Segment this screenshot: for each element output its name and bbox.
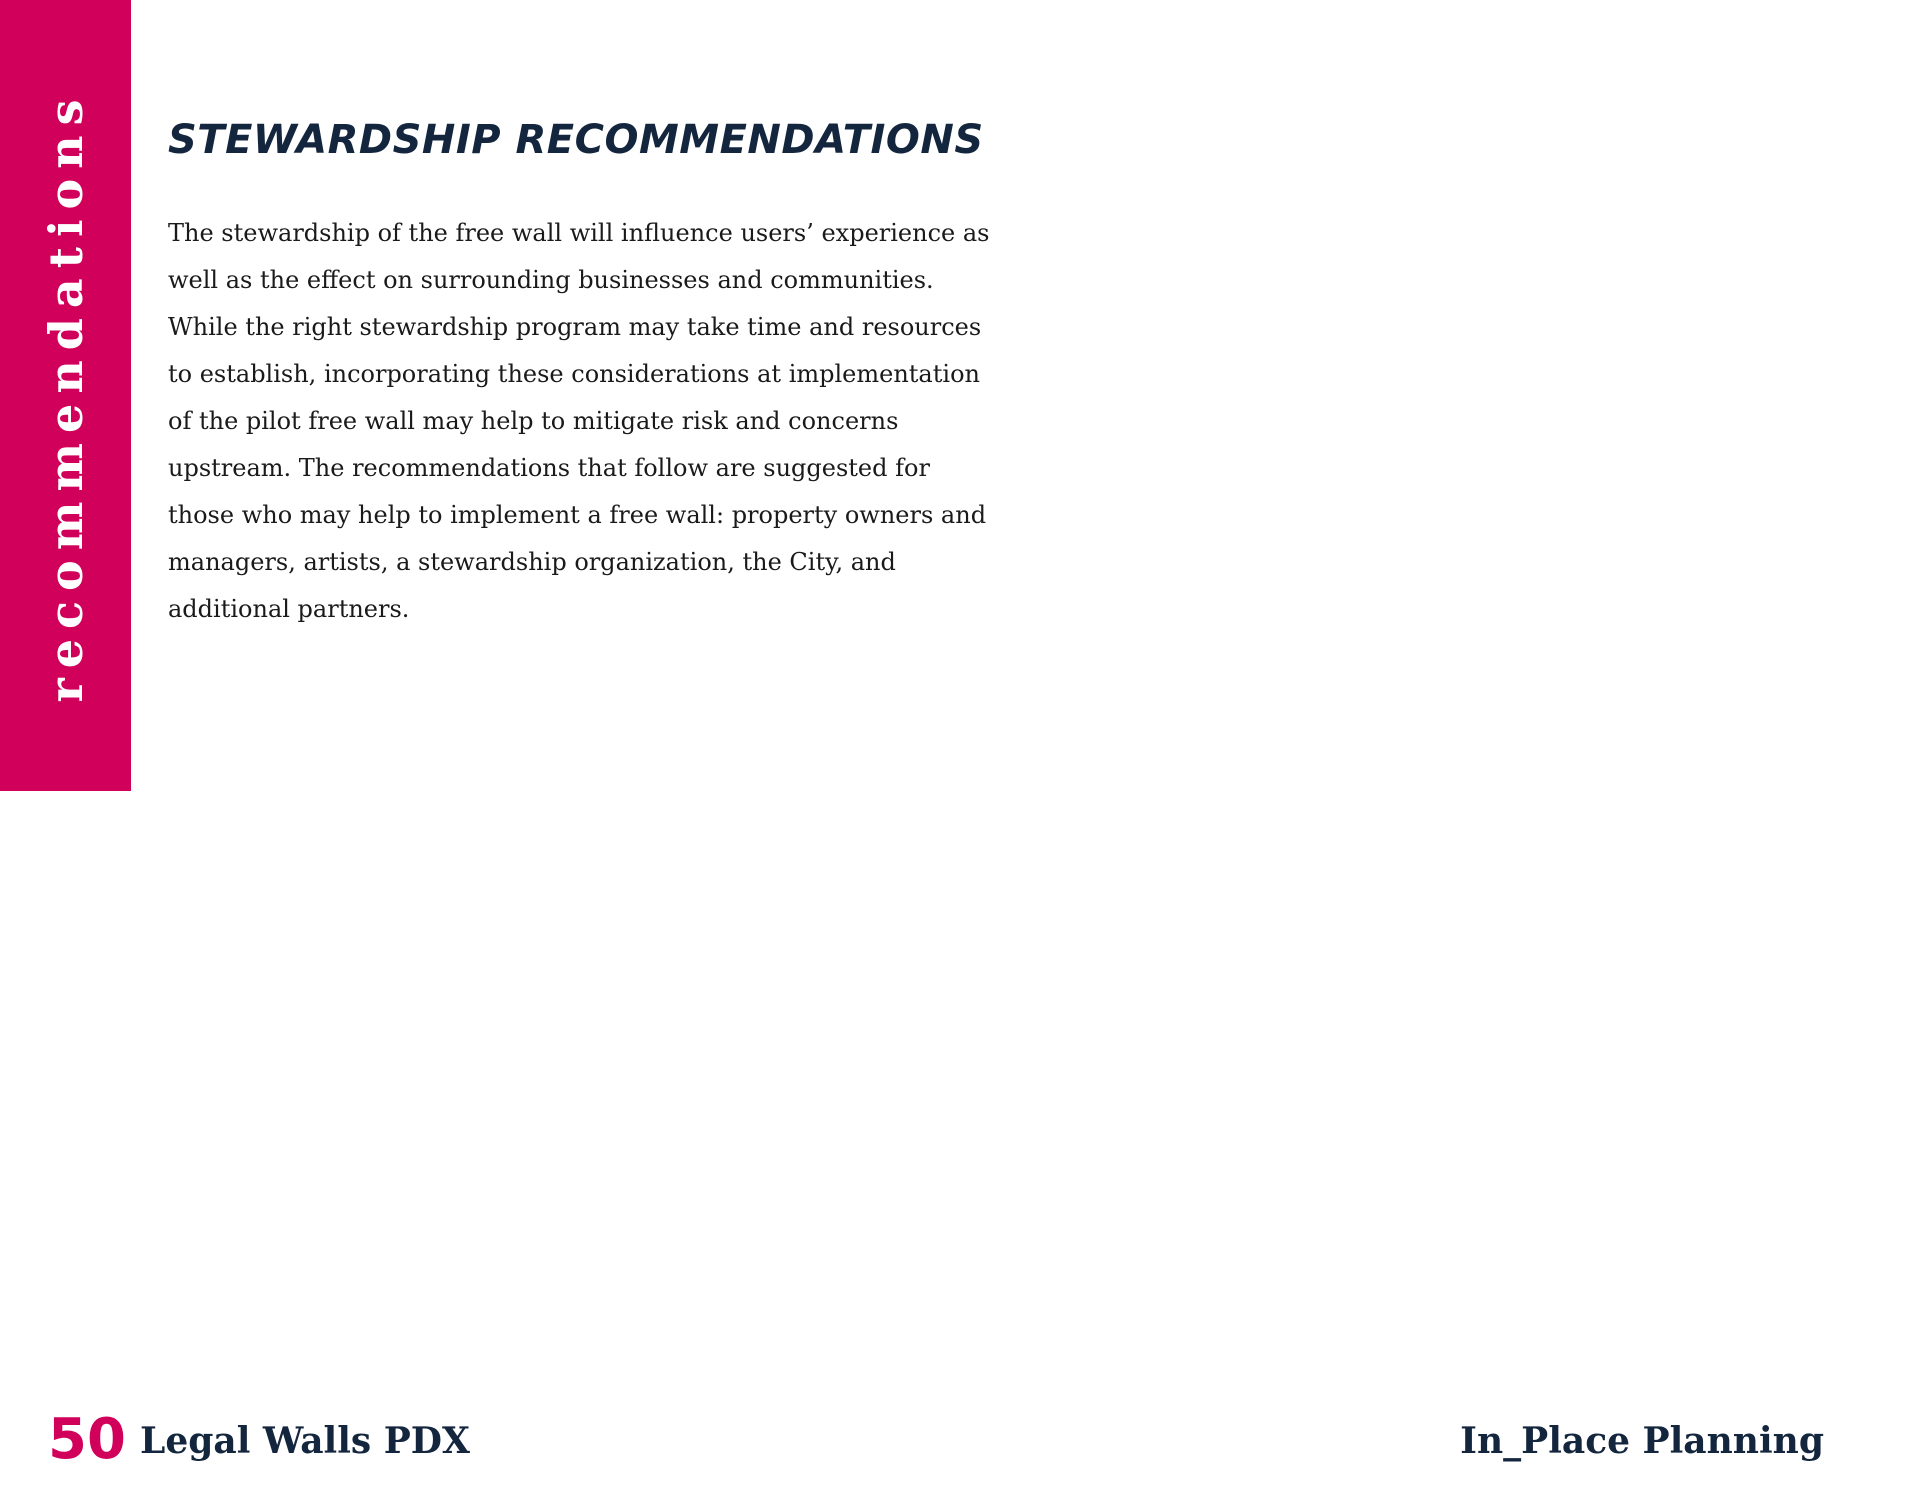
footer-author-title: In_Place Planning — [1460, 1420, 1824, 1462]
page-title: STEWARDSHIP RECOMMENDATIONS — [168, 117, 984, 163]
footer-document-title: Legal Walls PDX — [140, 1420, 470, 1462]
page-number: 50 — [48, 1407, 126, 1472]
section-side-tab-label: recommendations — [38, 89, 93, 703]
section-side-tab — [0, 0, 131, 791]
body-paragraph: The stewardship of the free wall will influence users’ experience as well as the effect on surrounding businesses and communities. While the right stewardship program may take time and resources to establish, incorporating these considerations at implementation of the pilot free wall may help to mitigate risk and concerns upstream. The recommendations that follow are suggested for those who may help to implement a free wall: property owners and managers, artists, a stewardship organization, the City, and additional partners. — [168, 219, 990, 623]
page-footer — [0, 1405, 1920, 1475]
